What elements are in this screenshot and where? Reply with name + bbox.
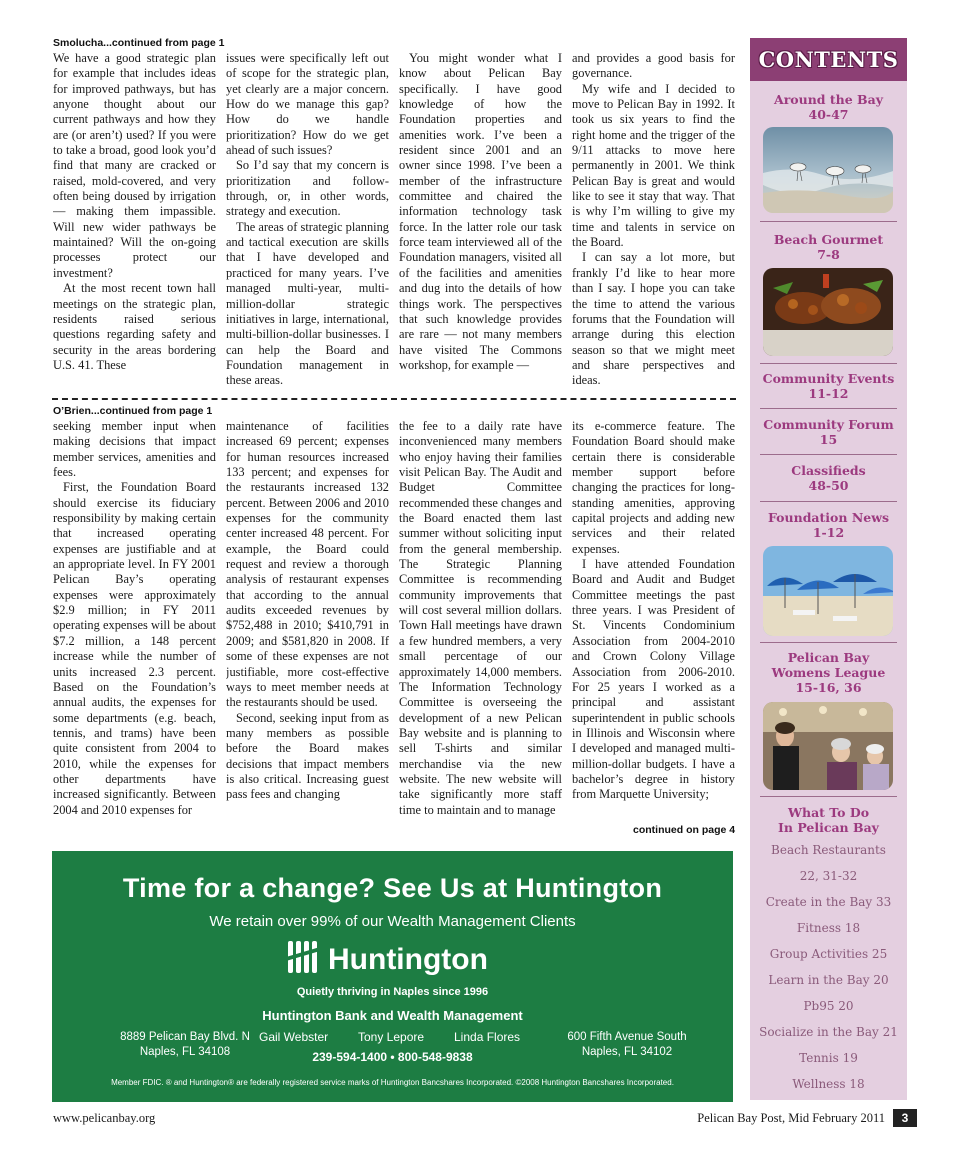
todo-create-in-the-bay[interactable]: Create in the Bay 33 [765, 895, 892, 909]
section-community-forum[interactable] [750, 417, 907, 447]
story1-column-2 [226, 51, 389, 391]
section-pages: 11-12 [808, 386, 849, 401]
paragraph: The areas of strategic planning and tactical execution are skills that I have developed and practiced for many years. I’ve managed multi-year, multi-million-dollar strategic initiatives in large, international, multi-billion-dollar businesses. I can help the Board and Foundation management in these areas. [226, 219, 389, 388]
paragraph: issues were specifically left out of scope for the strategic plan, yet clearly are a major concern. How do we manage this gap? How do we handle prioritization? How do we get ahead of such issues? [226, 51, 389, 158]
ad-tagline: Quietly thriving in Naples since 1996 [296, 986, 489, 998]
ad-contact-tony-lepore: Tony Lepore [358, 1030, 425, 1044]
womens-league-photo [763, 702, 893, 790]
story1-kicker: Smolucha...continued from page 1 [53, 37, 225, 49]
paragraph: Second, seeking input from as many members as possible before the Board makes decisions that impact members is also critical. Increasing guest pass fees and changing [226, 710, 389, 802]
story1-column-1 [53, 51, 216, 391]
ad-legal-text: Member FDIC. ® and Huntington® are federally registered service marks of Huntington Bancshares Incorporated. ©2008 Huntington Bancshares Incorporated. [111, 1078, 674, 1087]
huntington-wordmark: Huntington [328, 943, 488, 976]
paragraph: I can say a lot more, but frankly I’d like to hear more than I say. I hope you can take the time to attend the various forums that the Foundation will arrange during this election season so that we might meet and share perspectives and ideas. [572, 250, 735, 388]
section-title-line-2: In Pelican Bay [778, 820, 879, 835]
section-title: Foundation News [767, 510, 890, 525]
sidebar-rule [760, 796, 897, 797]
todo-pb95[interactable]: Pb95 20 [803, 999, 854, 1013]
paragraph: I have attended Foundation Board and Audit and Budget Committee meetings the past three years. I was President of St. Vincents Condominium Association from 2004-2010 and Crown Colony Village Association from 2006-2010. For 25 years I worked as a principal and assistant superintendent in public schools in Illinois and Wisconsin where I developed and managed multi-million-dollar budgets. I have a bachelor’s degree in history from Marquette University; [572, 557, 735, 802]
section-title: What To Do [787, 805, 870, 820]
ad-contact-linda-flores: Linda Flores [454, 1030, 521, 1044]
ad-subhead: We retain over 99% of our Wealth Management Clients [209, 913, 576, 930]
section-foundation-news[interactable] [750, 510, 907, 540]
section-around-the-bay[interactable] [750, 92, 907, 122]
section-title: Beach Gourmet [773, 232, 884, 247]
section-classifieds[interactable] [750, 463, 907, 493]
section-community-events[interactable] [750, 371, 907, 401]
story2-column-1 [53, 419, 216, 841]
address-line: Naples, FL 34108 [139, 1046, 231, 1058]
paragraph: We have a good strategic plan for example that includes ideas for improved pathways, but has anyone thought about our current pathways and how they are (or aren’t) used? If you were to take a broad, good look you’d find that many are cracked or raised, mold-covered, and very often being doused by irrigation — making them impassible. Will new wider pathways be maintained? Will the on-going processes protect our investment? [53, 51, 216, 280]
ad-bank-name: Huntington Bank and Wealth Management [262, 1008, 523, 1023]
ad-phone-numbers: 239-594-1400 • 800-548-9838 [312, 1050, 473, 1064]
story2-column-4 [572, 419, 735, 824]
todo-tennis[interactable]: Tennis 19 [799, 1051, 858, 1065]
todo-group-activities[interactable]: Group Activities 25 [769, 947, 888, 961]
section-pages: 48-50 [808, 478, 849, 493]
sidebar-rule [760, 221, 897, 222]
section-pages: 40-47 [808, 107, 849, 122]
footer-website-link[interactable]: www.pelicanbay.org [53, 1111, 156, 1125]
section-title: Classifieds [791, 463, 866, 478]
paragraph: You might wonder what I know about Pelican Bay specifically. I have good knowledge of how the Foundation properties and amenities work. I’ve been a resident since 2001 and an owner since 1998. I’ve been a member of the infrastructure committee and chaired the information technology task force. In the latter role our task force team interviewed all of the Foundation managers, visited all of the facilities and amenities and dug into the details of how things work. The perspectives that such knowledge provides are rare — not many members have visited The Commons workshop, for example — [399, 51, 562, 372]
shorebirds-photo [763, 127, 893, 213]
paragraph: seeking member input when making decisions that impact member services, amenities and fees. [53, 419, 216, 480]
huntington-emblem-icon [286, 941, 320, 973]
paragraph: First, the Foundation Board should exercise its fiduciary responsibility by making certain that increased operating expenses are justifiable and at an appropriate level. In FY 2001 Pelican Bay’s operating expenses were approximately $2.9 million; in FY 2011 operating expenses will be about $7.2 million, a 148 percent increase while the number of units increased 2.3 percent. Based on the Foundation’s annual audits, the expenses for some departments (e.g. beach, tennis, and trams) have been quite consistent from 2004 to 2010, while the expenses for other departments have increased significantly. Between 2004 and 2010 expenses for [53, 480, 216, 817]
story2-column-2 [226, 419, 389, 841]
todo-learn-in-the-bay[interactable]: Learn in the Bay 20 [768, 973, 889, 987]
section-title-line-2: Womens League [771, 665, 886, 680]
paragraph: maintenance of facilities increased 69 percent; expenses for human resources increased 133 percent; and expenses for the restaurants increased 132 percent. Between 2006 and 2010 expenses for the community center increased 48 percent. For example, the Board could request and review a thorough analysis of restaurant expenses that according to the annual audits exceeded revenues by $752,488 in 2010; $410,791 in 2009; and $581,820 in 2008. If some of these expenses are not justifiable, more cost-effective ways to meet member needs at the restaurants should be used. [226, 419, 389, 710]
story-divider [52, 398, 736, 400]
paragraph: and provides a good basis for governance. [572, 51, 735, 81]
contents-title: CONTENTS [758, 47, 899, 72]
section-what-to-do[interactable] [750, 805, 907, 835]
story1-column-3 [399, 51, 562, 391]
section-title: Around the Bay [774, 92, 883, 107]
section-pages: 15 [819, 432, 838, 447]
section-title: Pelican Bay [787, 650, 870, 665]
sidebar-rule [760, 363, 897, 364]
section-pages: 1-12 [812, 525, 845, 540]
todo-beach-restaurants-pages: 22, 31-32 [799, 869, 858, 883]
paragraph: My wife and I decided to move to Pelican Bay in 1992. It took us six years to find the right home and the trigger of the 9/11 attacks to move here permanently in 2001. We think Pelican Bay is great and would like to see it stay that way. That is why I’m willing to give my time and talents in service on the Board. [572, 81, 735, 250]
food-photo [763, 268, 893, 356]
ad-contact-gail-webster: Gail Webster [259, 1030, 329, 1044]
paragraph: its e-commerce feature. The Foundation Board should make certain there is considerable member support before changing the practices for long-standing amenities, approving capital projects and adding new services and their related expenses. [572, 419, 735, 556]
section-title: Community Events [762, 371, 895, 386]
sidebar-rule [760, 408, 897, 409]
paragraph: the fee to a daily rate have inconvenienced many members who enjoy having their families visit Pelican Bay. The Audit and Budget Committee recommended these changes and the Board enacted them last summer without soliciting input from the general membership. The Strategic Planning Committee is recommending community improvements that will cost several million dollars. Town Hall meetings have drawn a few hundred members, a very small percentage of our approximately 14,000 members. The Information Technology Committee is overseeing the development of a new Pelican Bay website and is planning to sell T-shirts and similar merchandise via the new website. The new website will take significantly more staff time to maintain and to manage [399, 419, 562, 817]
address-line: Naples, FL 34102 [581, 1046, 673, 1058]
section-title: Community Forum [763, 417, 894, 432]
contents-banner [750, 38, 907, 81]
section-womens-league[interactable] [750, 650, 907, 695]
huntington-advertisement[interactable] [52, 851, 733, 1102]
page-number-badge: 3 [893, 1109, 917, 1127]
beach-umbrellas-photo [763, 546, 893, 636]
ad-headline: Time for a change? See Us at Huntington [122, 873, 663, 903]
section-pages: 15-16, 36 [795, 680, 862, 695]
section-beach-gourmet[interactable] [750, 232, 907, 262]
sidebar-rule [760, 454, 897, 455]
todo-fitness[interactable]: Fitness 18 [796, 921, 861, 935]
continued-on-page-4: continued on page 4 [633, 824, 736, 836]
todo-wellness[interactable]: Wellness 18 [792, 1077, 865, 1091]
footer-publication: Pelican Bay Post, Mid February 2011 [697, 1111, 885, 1125]
story2-kicker: O’Brien...continued from page 1 [53, 405, 213, 417]
sidebar-rule [760, 501, 897, 502]
todo-socialize-in-the-bay[interactable]: Socialize in the Bay 21 [759, 1025, 898, 1039]
paragraph: At the most recent town hall meetings on the strategic plan, residents raised serious questions regarding safety and security in the areas bordering U.S. 41. These [53, 281, 216, 372]
section-pages: 7-8 [817, 247, 840, 262]
story1-column-4 [572, 51, 735, 391]
address-line: 600 Fifth Avenue South [567, 1031, 687, 1043]
paragraph: So I’d say that my concern is prioritization and follow-through, or, in other words, strategy and execution. [226, 158, 389, 219]
sidebar-rule [760, 642, 897, 643]
contents-sidebar [750, 38, 907, 1100]
todo-beach-restaurants[interactable]: Beach Restaurants [771, 843, 886, 857]
huntington-logo [284, 937, 504, 985]
story2-column-3 [399, 419, 562, 841]
address-line: 8889 Pelican Bay Blvd. N [120, 1031, 250, 1043]
